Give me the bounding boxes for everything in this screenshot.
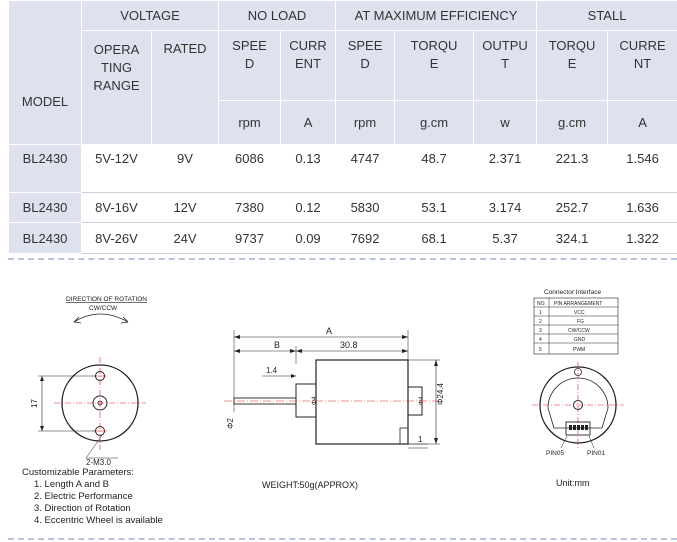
st-current-unit: A xyxy=(608,101,677,145)
connector-header: PIN ARRANGEMENT xyxy=(554,301,603,307)
me-output-unit: w xyxy=(474,101,537,145)
row-rated: 12V xyxy=(152,193,219,223)
model-header: MODEL xyxy=(9,1,82,145)
operating-range-header: OPERA TING RANGE xyxy=(82,31,152,145)
row-st-torque: 221.3 xyxy=(537,145,608,193)
dim-17: 17 xyxy=(30,399,39,408)
connector-pin: GND xyxy=(574,337,586,343)
st-current-header: CURRE NT xyxy=(608,31,677,101)
spec-table xyxy=(8,0,677,254)
hole-label: 2-M3.0 xyxy=(86,458,111,467)
me-speed-unit: rpm xyxy=(336,101,395,145)
connector-table xyxy=(534,298,618,354)
row-rated: 9V xyxy=(152,145,219,193)
connector-pin: PWM xyxy=(573,347,586,353)
row-me-output: 2.371 xyxy=(474,145,537,193)
row-st-torque: 324.1 xyxy=(537,223,608,254)
row-me-torque: 48.7 xyxy=(395,145,474,193)
rotation-value: CW/CCW xyxy=(89,305,118,312)
me-torque-header: TORQU E xyxy=(395,31,474,101)
rotation-arc-icon xyxy=(74,314,128,322)
dim-phi4-right: Φ4 xyxy=(418,396,425,405)
custom-item: 3. Direction of Rotation xyxy=(34,503,131,514)
row-me-torque: 53.1 xyxy=(395,193,474,223)
nl-speed-unit: rpm xyxy=(219,101,281,145)
row-nl-speed: 6086 xyxy=(219,145,281,193)
row-me-output: 3.174 xyxy=(474,193,537,223)
stall-header: STALL xyxy=(537,1,677,31)
dim-b: B xyxy=(274,340,281,350)
row-me-speed: 7692 xyxy=(336,223,395,254)
connector-view xyxy=(532,289,624,488)
row-st-current: 1.322 xyxy=(608,223,677,254)
row-rated: 24V xyxy=(152,223,219,254)
dim-phi24-4: Φ24.4 xyxy=(436,383,445,405)
nl-current-header: CURR ENT xyxy=(281,31,336,101)
pin01-label: PIN01 xyxy=(587,450,606,457)
connector-no: 1 xyxy=(539,310,542,316)
custom-item: 2. Electric Performance xyxy=(34,491,133,502)
connector-pin: VCC xyxy=(574,310,585,316)
me-output-header: OUTPU T xyxy=(474,31,537,101)
row-nl-speed: 9737 xyxy=(219,223,281,254)
top-divider xyxy=(8,258,677,260)
voltage-header: VOLTAGE xyxy=(82,1,219,31)
row-me-speed: 5830 xyxy=(336,193,395,223)
rotation-title: DIRECTION OF ROTATION xyxy=(66,296,148,303)
custom-item: 1. Length A and B xyxy=(34,479,110,490)
row-nl-speed: 7380 xyxy=(219,193,281,223)
st-torque-unit: g.cm xyxy=(537,101,608,145)
st-torque-header: TORQU E xyxy=(537,31,608,101)
connector-pin: FG xyxy=(577,319,584,325)
rated-header: RATED xyxy=(152,31,219,145)
me-speed-header: SPEE D xyxy=(336,31,395,101)
nl-current-unit: A xyxy=(281,101,336,145)
row-me-output: 5.37 xyxy=(474,223,537,254)
pin05-label: PIN05 xyxy=(546,450,565,457)
connector-header: NO. xyxy=(537,301,546,307)
custom-title: Customizable Parameters: xyxy=(22,467,134,478)
row-range: 5V-12V xyxy=(82,145,152,193)
dim-phi2: Φ2 xyxy=(226,418,235,429)
dim-30-8: 30.8 xyxy=(340,340,358,350)
row-range: 8V-16V xyxy=(82,193,152,223)
technical-drawing xyxy=(8,262,677,537)
connector-title: Connector Interface xyxy=(544,289,602,296)
connector-no: 5 xyxy=(539,347,542,353)
dim-phi4-left: Φ4 xyxy=(311,396,318,405)
row-me-speed: 4747 xyxy=(336,145,395,193)
connector-no: 4 xyxy=(539,337,542,343)
custom-params xyxy=(22,467,163,526)
nl-speed-header: SPEE D xyxy=(219,31,281,101)
row-st-current: 1.546 xyxy=(608,145,677,193)
row-nl-current: 0.09 xyxy=(281,223,336,254)
bottom-divider xyxy=(8,538,677,540)
row-st-current: 1.636 xyxy=(608,193,677,223)
dim-1: 1 xyxy=(418,435,423,444)
weight-label: WEIGHT:50g(APPROX) xyxy=(262,480,359,490)
row-model: BL2430 xyxy=(9,145,82,193)
row-model: BL2430 xyxy=(9,193,82,223)
max-efficiency-header: AT MAXIMUM EFFICIENCY xyxy=(336,1,537,31)
connector-no: 3 xyxy=(539,328,542,334)
connector-pin: CW/CCW xyxy=(568,328,590,334)
unit-label: Unit:mm xyxy=(556,478,590,488)
front-view xyxy=(30,296,147,467)
custom-item: 4. Eccentric Wheel is available xyxy=(34,515,163,526)
terminal-tab xyxy=(400,428,408,444)
row-range: 8V-26V xyxy=(82,223,152,254)
row-st-torque: 252.7 xyxy=(537,193,608,223)
row-nl-current: 0.13 xyxy=(281,145,336,193)
row-nl-current: 0.12 xyxy=(281,193,336,223)
dim-1-4: 1.4 xyxy=(266,366,278,375)
row-model: BL2430 xyxy=(9,223,82,254)
table-row xyxy=(9,223,677,254)
table-row xyxy=(9,145,677,193)
dim-a: A xyxy=(326,326,333,336)
motor-body xyxy=(316,360,408,444)
row-me-torque: 68.1 xyxy=(395,223,474,254)
connector-no: 2 xyxy=(539,319,542,325)
no-load-header: NO LOAD xyxy=(219,1,336,31)
me-torque-unit: g.cm xyxy=(395,101,474,145)
table-row xyxy=(9,193,677,223)
side-view xyxy=(224,326,445,490)
